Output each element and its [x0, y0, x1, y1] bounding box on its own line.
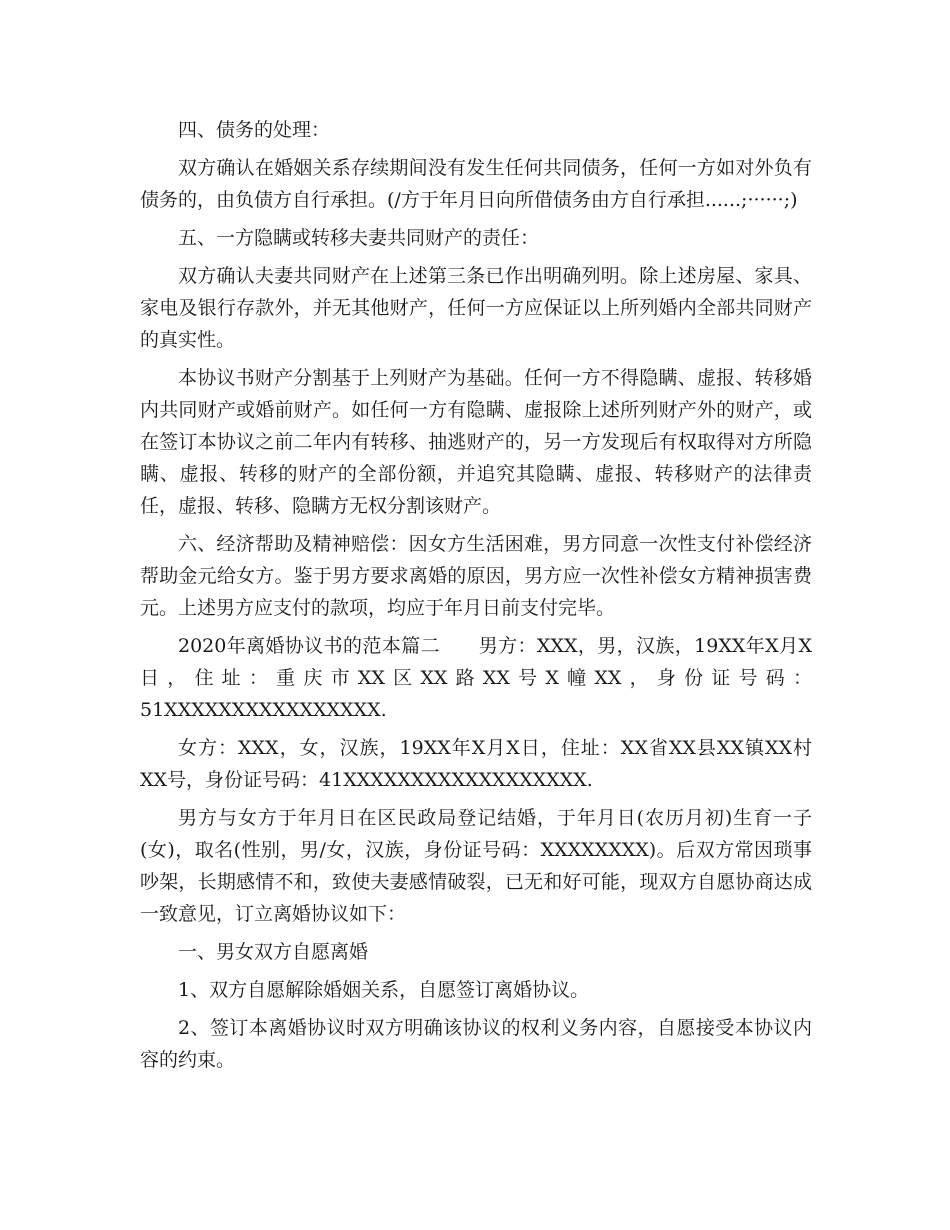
- paragraph-compensation: 六、经济帮助及精神赔偿：因女方生活困难，男方同意一次性支付补偿经济帮助金元给女方。鉴于男方要求离婚的原因，男方应一次性补偿女方精神损害费元。上述男方应支付的款项，均应于年月日前支付完毕。: [140, 533, 812, 619]
- clause-1: 1、双方自愿解除婚姻关系，自愿签订离婚协议。: [178, 979, 590, 1001]
- paragraph-property-division: 本协议书财产分割基于上列财产为基础。任何一方不得隐瞒、虚报、转移婚内共同财产或婚前财产。如任何一方有隐瞒、虚报除上述所列财产外的财产，或在签订本协议之前二年内有转移、抽逃财产的，另一方发现后有权取得对方所隐瞒、虚报、转移的财产的全部份额，并追究其隐瞒、虚报、转移财产的法律责任，虚报、转移、隐瞒方无权分割该财产。: [140, 367, 812, 517]
- paragraph-debts: 双方确认在婚姻关系存续期间没有发生任何共同债务，任何一方如对外负有债务的，由负债方自行承担。(/方于年月日向所借债务由方自行承担......;······;): [140, 157, 812, 211]
- section-heading-voluntary-divorce: 一、男女双方自愿离婚: [178, 941, 369, 963]
- paragraph-template-two-husband: 2020年离婚协议书的范本篇二 男方：XXX，男，汉族，19XX年X月X日，住址：重庆市XX区XX路XX号X幢XX，身份证号码：51XXXXXXXXXXXXXXXX.: [140, 635, 812, 721]
- section-heading-concealment: 五、一方隐瞒或转移夫妻共同财产的责任：: [178, 227, 540, 249]
- paragraph-property-confirmation: 双方确认夫妻共同财产在上述第三条已作出明确列明。除上述房屋、家具、家电及银行存款外，并无其他财产，任何一方应保证以上所列婚内全部共同财产的真实性。: [140, 265, 812, 351]
- paragraph-wife-info: 女方：XXX，女，汉族，19XX年X月X日，住址：XX省XX县XX镇XX村XX号，身份证号码：41XXXXXXXXXXXXXXXXXX.: [140, 737, 812, 791]
- document-page: [140, 114, 812, 1082]
- section-heading-debts: 四、债务的处理：: [178, 119, 331, 141]
- clause-2: 2、签订本离婚协议时双方明确该协议的权利义务内容，自愿接受本协议内容的约束。: [140, 1017, 812, 1071]
- paragraph-marriage-background: 男方与女方于年月日在区民政局登记结婚，于年月日(农历月初)生育一子(女)，取名(性别，男/女，汉族，身份证号码：XXXXXXXX)。后双方常因琐事吵架，长期感情不和，致使夫妻感情破裂，已无和好可能，现双方自愿协商达成一致意见，订立离婚协议如下：: [140, 807, 812, 925]
